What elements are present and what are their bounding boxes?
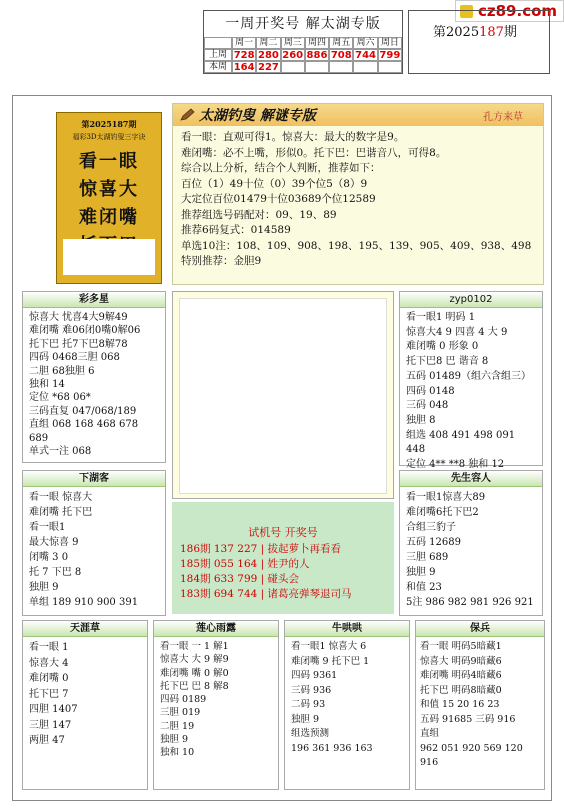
tip-line: 两胆 47 <box>29 735 65 746</box>
analysis-line: 综合以上分析，结合个人判断，推荐如下： <box>181 162 381 174</box>
last-week-number: 886 <box>306 50 328 61</box>
tip-line: 单组 189 910 900 391 <box>29 597 139 608</box>
last-week-number: 260 <box>282 50 304 61</box>
main-panel-title: 太湖钓叟 解谜专版 <box>199 108 316 124</box>
tip-line: 三胆 689 <box>406 552 449 563</box>
tip-line: 惊喜大 明码9暗藏6 <box>420 655 502 667</box>
tip-line: 定位 4** **8 独和 12 <box>406 459 505 471</box>
tip-line: 二胆 19 <box>160 720 195 732</box>
tip-line: 看一眼 明码5暗藏1 <box>420 641 502 652</box>
tip-line: 看一眼 一 1 解1 <box>160 641 229 652</box>
tip-line: 组选预测 <box>291 728 330 739</box>
this-week-number <box>353 61 377 73</box>
tip-line: 三码 048 <box>406 400 449 412</box>
box-baobing <box>415 620 545 790</box>
riddle-line: 惊喜大 <box>79 179 139 200</box>
last-week-number: 728 <box>233 50 255 61</box>
last-week-number: 280 <box>257 50 279 61</box>
tip-line: 直组 <box>420 728 440 739</box>
box-lines <box>23 637 147 752</box>
tip-line: 独和 10 <box>160 747 195 759</box>
analysis-line: 推荐6码复式：014589 <box>181 224 291 236</box>
box-title: 天涯草 <box>23 621 147 637</box>
last-week-number: 744 <box>355 50 376 61</box>
center-image-area <box>172 291 394 499</box>
box-liansiyu <box>153 620 279 790</box>
tip-line: 难闭嘴 难06闭0嘴0解06 <box>29 325 141 337</box>
day-header: 周三 <box>281 37 305 49</box>
tip-line: 独胆 9 <box>29 582 59 593</box>
tip-line: 三码 936 <box>291 684 332 696</box>
tip-line: 看一眼 1 <box>29 642 69 653</box>
tip-line: 难闭嘴6托下巴2 <box>406 507 479 518</box>
tip-line: 难闭嘴 明码4暗藏6 <box>420 670 502 681</box>
tip-line: 托下巴8 巴 谐音 8 <box>406 356 489 368</box>
tip-line: 合组三豹子 <box>406 522 456 533</box>
box-lines <box>154 637 278 763</box>
tip-line: 直组 068 168 468 678 689 <box>29 419 139 444</box>
tip-line: 难闭嘴 0 形象 0 <box>406 341 479 353</box>
tip-line: 惊喜大 大 9 解9 <box>160 654 229 666</box>
poster-issue: 第2025187期 <box>81 119 137 129</box>
box-lines <box>400 487 542 613</box>
weekly-draw-title: 一周开奖号 解太湖专版 <box>225 16 381 32</box>
this-week-number: 227 <box>257 62 279 73</box>
tip-line: 难闭嘴 0 <box>29 673 69 684</box>
tip-line: 独胆 9 <box>291 713 320 725</box>
main-panel-banner <box>173 104 543 126</box>
tip-line: 难闭嘴 嘴 0 解0 <box>160 667 229 679</box>
day-header: 周二 <box>256 37 280 49</box>
tip-line: 闭嘴 3 0 <box>29 552 69 563</box>
tip-line: 独胆 9 <box>160 734 189 746</box>
box-niuhonghong <box>284 620 410 790</box>
tip-line: 四码 9361 <box>291 670 338 681</box>
box-xianshengrongren <box>399 470 543 616</box>
poster-subtitle: 福彩3D太湖钓叟三字诀 <box>72 133 146 141</box>
draw-history-title: 试机号 开奖号 <box>248 526 318 539</box>
tip-line: 三码直复 047/068/189 <box>29 405 137 417</box>
tip-line: 托下巴 托7下巴8解78 <box>29 338 128 350</box>
tip-line: 962 051 920 569 120 916 <box>420 742 523 768</box>
tip-line: 和值 15 20 16 23 <box>420 699 500 710</box>
tip-line: 独和 14 <box>29 379 65 391</box>
tip-line: 看一眼1惊喜大89 <box>406 492 486 503</box>
site-logo[interactable]: cz89.com <box>455 0 564 22</box>
box-title: zyp0102 <box>400 292 542 308</box>
this-week-number <box>305 61 329 73</box>
draw-row: 184期 633 799 | 碰头会 <box>180 573 300 585</box>
box-title: 先生容人 <box>400 471 542 487</box>
draw-row: 185期 055 164 | 姓尹的人 <box>180 558 310 570</box>
last-week-label: 上周 <box>204 49 232 61</box>
box-zyp0102 <box>399 291 543 471</box>
day-header: 周日 <box>378 37 402 49</box>
riddle-line: 难闭嘴 <box>79 207 139 228</box>
main-panel-author: 孔方来草 <box>483 111 523 123</box>
last-week-number: 708 <box>330 50 352 61</box>
tip-line: 惊喜大 4 <box>29 657 69 669</box>
tip-line: 托 7 下巴 8 <box>29 567 82 578</box>
day-header: 周四 <box>305 37 329 49</box>
center-blank <box>179 298 387 494</box>
tip-line: 五码 12689 <box>406 537 461 548</box>
tip-line: 托下巴 巴 8 解8 <box>160 680 229 692</box>
last-week-number: 799 <box>379 50 401 61</box>
tip-line: 看一眼1 <box>29 522 66 533</box>
riddle-poster <box>56 112 162 284</box>
tip-line: 托下巴 7 <box>29 688 69 700</box>
issue-number-box: 第2025187期 <box>408 10 550 74</box>
grid-corner <box>204 37 232 49</box>
this-week-number <box>329 61 353 73</box>
main-panel-lines <box>173 126 543 274</box>
analysis-line: 难闭嘴：必不上嘴，形似0。托下巴：巴谐音八，可得8。 <box>181 146 447 159</box>
tip-line: 五码 01489（组六含组三） <box>406 370 531 382</box>
box-lines <box>285 637 409 759</box>
tip-line: 定位 *68 06* <box>29 392 91 404</box>
riddle-line: 看一眼 <box>79 151 139 172</box>
tip-line: 二胆 68独胆 6 <box>29 365 95 377</box>
tip-line: 看一眼1 明码 1 <box>406 312 476 323</box>
analysis-line: 百位（1）49十位（0）39个位5（8）9 <box>181 177 368 190</box>
draw-row: 186期 137 227 | 拔起萝卜再看看 <box>180 543 342 555</box>
day-header: 周六 <box>353 37 377 49</box>
analysis-line: 大定位百位01479十位03689个位12589 <box>181 193 376 205</box>
tip-line: 四码 0148 <box>406 385 455 397</box>
box-caiduoxing <box>22 291 166 463</box>
tip-line: 看一眼1 惊喜大 6 <box>291 641 367 652</box>
this-week-number <box>281 61 305 73</box>
box-title: 牛哄哄 <box>285 621 409 637</box>
this-week-number: 164 <box>233 62 255 73</box>
tip-line: 和值 23 <box>406 582 442 593</box>
tip-line: 独胆 9 <box>406 567 436 578</box>
tip-line: 独胆 8 <box>406 414 436 426</box>
tip-line: 196 361 936 163 <box>291 742 373 754</box>
box-title: 莲心雨露 <box>154 621 278 637</box>
day-header: 周五 <box>329 37 353 49</box>
pencil-icon <box>179 108 195 122</box>
box-tianyacao <box>22 620 148 790</box>
tip-line: 托下巴 明码8暗藏0 <box>420 684 502 696</box>
tip-line: 四码 0189 <box>160 694 207 706</box>
tip-line: 惊喜大 忧喜4大9解49 <box>29 312 128 323</box>
tip-line: 组选 408 491 498 091 448 <box>406 429 516 456</box>
draw-history-panel <box>172 502 394 614</box>
tip-line: 看一眼 惊喜大 <box>29 492 93 503</box>
tip-line: 三胆 019 <box>160 707 201 719</box>
tip-line: 五码 91685 三码 916 <box>420 713 516 725</box>
tip-line: 单式一注 068 <box>29 446 92 458</box>
analysis-line: 特别推荐：金胆9 <box>181 255 262 267</box>
tip-line: 惊喜大4 9 四喜 4 大 9 <box>406 326 508 338</box>
tip-line: 5注 986 982 981 926 921 <box>406 597 534 608</box>
box-lines <box>23 487 165 613</box>
weekly-draw-table <box>203 10 403 74</box>
tip-line: 二码 93 <box>291 699 326 710</box>
tip-line: 难闭嘴 9 托下巴 1 <box>291 655 370 667</box>
analysis-line: 单选10注：108、109、908、198、195、139、905、409、938、498 <box>181 239 532 252</box>
this-week-number <box>378 61 402 73</box>
draw-history-rows <box>172 542 394 602</box>
poster-blank-area <box>63 239 155 275</box>
box-title: 彩多星 <box>23 292 165 308</box>
day-header: 周一 <box>232 37 256 49</box>
main-analysis-panel <box>172 103 544 285</box>
tip-line: 最大惊喜 9 <box>29 537 79 548</box>
box-lines <box>400 308 542 476</box>
tip-line: 四胆 1407 <box>29 704 78 715</box>
analysis-line: 推荐组选号码配对：09、19、89 <box>181 208 337 221</box>
tip-line: 三胆 147 <box>29 719 72 731</box>
tip-line: 四码 0468三胆 068 <box>29 352 120 364</box>
box-title: 下湖客 <box>23 471 165 487</box>
analysis-line: 看一眼：直观可得1。惊喜大：最大的数字是9。 <box>181 131 405 143</box>
box-title: 保兵 <box>416 621 544 637</box>
box-lines <box>416 637 544 774</box>
this-week-label: 本周 <box>204 61 232 73</box>
box-xiahuke <box>22 470 166 616</box>
weekly-draw-grid <box>204 37 402 73</box>
draw-row: 183期 694 744 | 诸葛亮弹琴退司马 <box>180 588 352 600</box>
tip-line: 难闭嘴 托下巴 <box>29 507 93 518</box>
box-lines <box>23 308 165 461</box>
